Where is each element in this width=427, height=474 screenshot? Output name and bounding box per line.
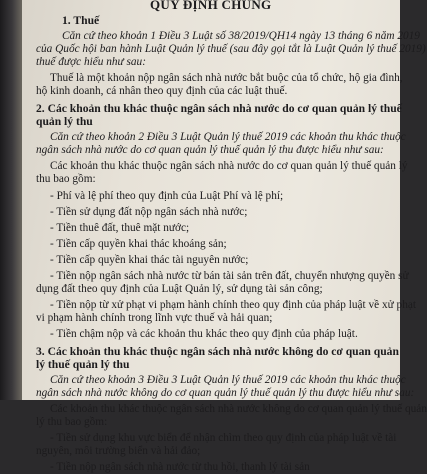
text-line: Căn cứ theo khoản 1 Điều 3 Luật số 38/2019/QH14 ngày 13 tháng 6 năm 2019 — [62, 30, 420, 42]
text-line: Căn cứ theo khoản 2 Điều 3 Luật Quản lý thuế 2019 các khoản thu khác thuộc — [50, 131, 406, 143]
section-heading: quản lý thu — [36, 115, 93, 128]
text-line: dụng đất theo quy định của Luật Quản lý, sử dụng tài sản công; — [36, 283, 323, 295]
text-line: hộ kinh doanh, cá nhân theo quy định của các luật thuế. — [36, 85, 288, 97]
text-line: Căn cứ theo khoản 3 Điều 3 Luật Quản lý thuế 2019 các khoản thu khác thuộc — [50, 374, 406, 386]
section-heading: 2. Các khoản thu khác thuộc ngân sách nhà nước do cơ quan quản lý thuế — [36, 102, 402, 115]
book-spine-shadow — [0, 0, 22, 400]
section-heading: 1. Thuế — [62, 14, 100, 27]
text-line: - Tiền sử dụng đất nộp ngân sách nhà nước; — [50, 206, 248, 218]
text-line: ngân sách nhà nước không do cơ quan quản lý thuế quản lý thu được hiểu như sau: — [36, 387, 415, 399]
book-page — [22, 0, 427, 473]
text-line: nguyên, môi trường biển và hải đảo; — [36, 445, 201, 457]
text-line: - Tiền cấp quyền khai thác khoáng sản; — [50, 238, 227, 250]
text-line: - Tiền sử dụng khu vực biển để nhận chìm theo quy định của pháp luật về tài — [50, 432, 397, 444]
text-line: Các khoản thu khác thuộc ngân sách nhà nước không do cơ quan quản lý thuế quản — [50, 403, 427, 415]
section-heading: lý thuế quản lý thu — [36, 358, 130, 371]
text-line: - Tiền nộp từ xử phạt vi phạm hành chính theo quy định của pháp luật về xử phạt — [50, 299, 417, 311]
text-line: - Tiền nộp ngân sách nhà nước từ bán tài sản trên đất, chuyển nhượng quyền sử — [50, 270, 409, 282]
text-line: - Tiền chậm nộp và các khoản thu khác theo quy định của pháp luật. — [50, 328, 358, 340]
section-heading: 3. Các khoản thu khác thuộc ngân sách nhà nước không do cơ quan quản — [36, 345, 399, 358]
text-line: lý thu bao gồm: — [36, 416, 108, 428]
text-line: Thuế là một khoản nộp ngân sách nhà nước bắt buộc của tổ chức, hộ gia đình, — [50, 72, 403, 84]
text-line: - Tiền cấp quyền khai thác tài nguyên nước; — [50, 254, 249, 266]
text-line: thuế được hiểu như sau: — [36, 56, 146, 68]
page-title: QUY ĐỊNH CHUNG — [150, 0, 272, 12]
text-line: Các khoản thu khác thuộc ngân sách nhà nước do cơ quan quản lý thuế quản lý — [50, 160, 408, 172]
text-line: vi phạm hành chính trong lĩnh vực thuế và hải quan; — [36, 312, 273, 324]
text-line: - Phí và lệ phí theo quy định của Luật Phí và lệ phí; — [50, 190, 284, 202]
text-line: - Tiền thuê đất, thuê mặt nước; — [50, 222, 190, 234]
text-line: thu bao gồm: — [36, 173, 96, 185]
text-line: ngân sách nhà nước do cơ quan quản lý thuế quản lý thu được hiểu như sau: — [36, 144, 384, 156]
text-line: của Quốc hội ban hành Luật Quản lý thuế (sau đây gọi tắt là Luật Quản lý thuế 2019) — [36, 43, 426, 55]
text-line: - Tiền nộp ngân sách nhà nước từ thu hồi, thanh lý tài sản — [50, 461, 310, 473]
